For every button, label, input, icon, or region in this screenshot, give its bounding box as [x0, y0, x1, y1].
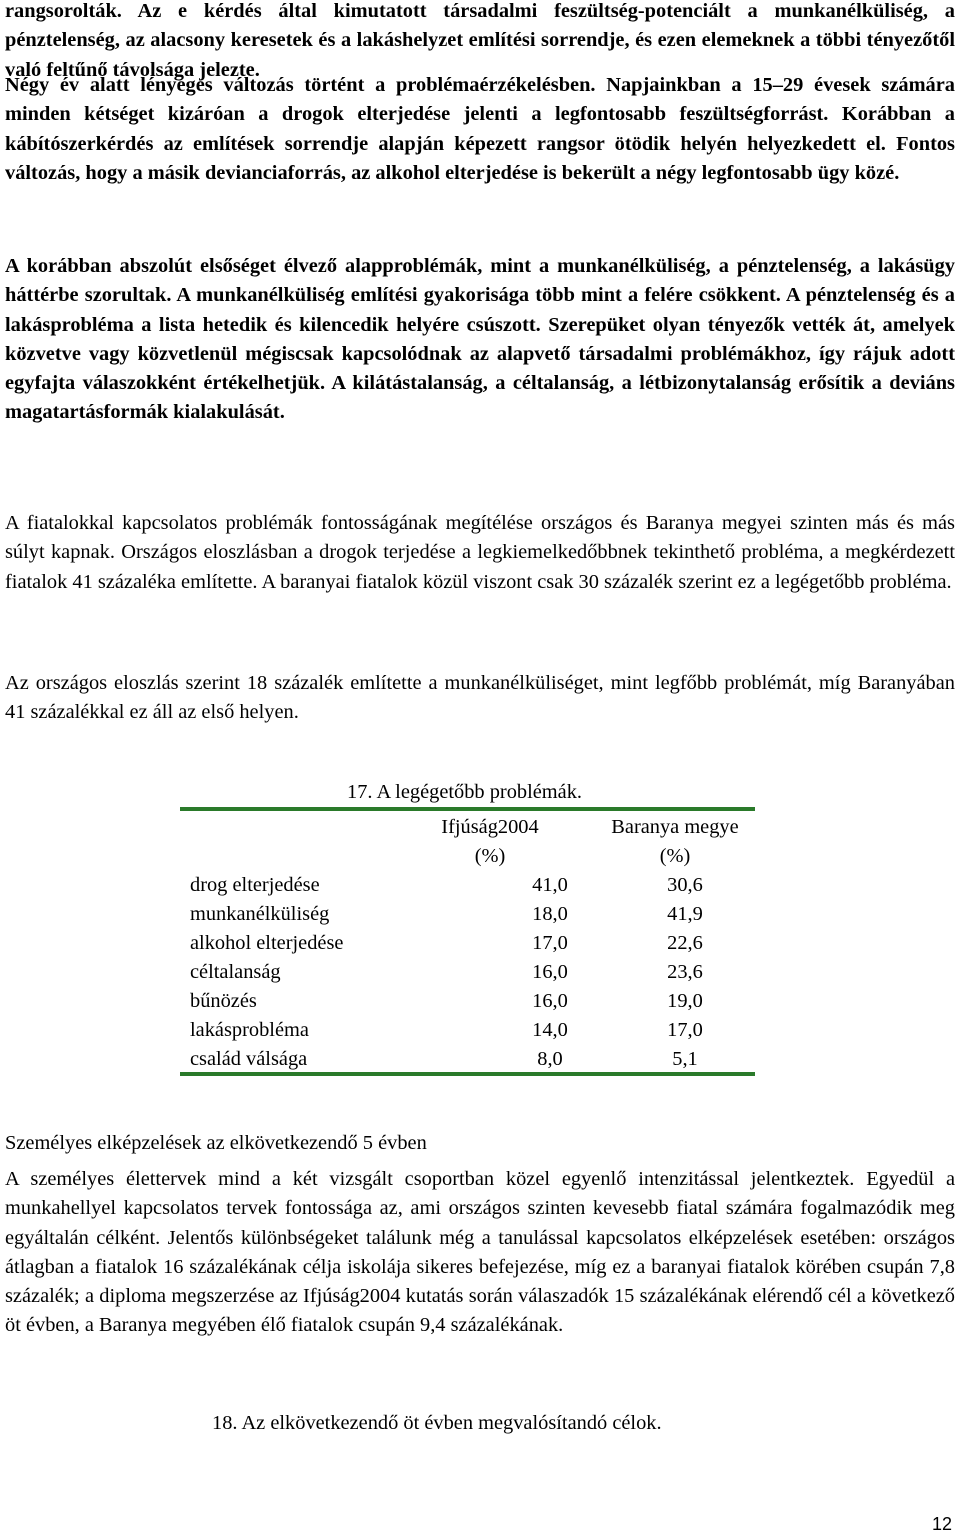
row-value-ifjusag: 18,0: [532, 903, 568, 925]
row-label: céltalanság: [190, 961, 281, 983]
table-18-caption: 18. Az elkövetkezendő öt évben megvalósítandó célok.: [212, 1412, 662, 1434]
row-value-baranya: 23,6: [667, 961, 703, 983]
row-label: drog elterjedése: [190, 874, 320, 896]
table-17-caption: 17. A legégetőbb problémák.: [347, 781, 583, 803]
table-row: [190, 958, 750, 987]
paragraph-1: rangsorolták. Az e kérdés által kimutatott társadalmi feszültség-potenciált a munkanélküliség, a pénztelenség, az alacsony keresetek és a lakáshelyzet említési sorrendje, és ezen elemeknek a többi tényezőtől való feltűnő távolsága jelezte.: [5, 0, 955, 81]
column-header-label: Baranya megye: [611, 816, 739, 838]
row-value-ifjusag: 41,0: [532, 874, 568, 896]
row-label: bűnözés: [190, 990, 257, 1012]
paragraph-3: A korábban abszolút elsőséget élvező alapproblémák, mint a munkanélküliség, a pénztelenség, a lakásügy háttérbe szorultak. A munkanélküliség említési gyakorisága több mint a felére csökkent. A pénztelenség és a lakásprobléma a lista hetedik és kilencedik helyére csúszott. Szerepüket olyan tényezők vették át, amelyek közvetve vagy közvetlenül mégiscsak kapcsolódnak az alapvető társadalmi problémákhoz, így rájuk adott egyfajta válaszokként értékelhetjük. A kilátástalanság, a céltalanság, a létbizonytalanság erősítik a deviáns magatartásformák kialakulását.: [5, 255, 955, 424]
table-bottom-rule: [180, 1072, 755, 1076]
column-header-unit: (%): [474, 845, 506, 867]
table-row: [190, 1016, 750, 1045]
column-header-label: Ifjúság2004: [441, 816, 539, 838]
table-row: [190, 1045, 750, 1074]
row-value-baranya: 19,0: [667, 990, 703, 1012]
table-row: [190, 929, 750, 958]
section-heading: Személyes elképzelések az elkövetkezendő 5 évben: [5, 1132, 427, 1154]
row-value-baranya: 30,6: [667, 874, 703, 896]
row-value-baranya: 41,9: [667, 903, 703, 925]
table-row: [190, 871, 750, 900]
row-value-ifjusag: 17,0: [532, 932, 568, 954]
row-value-ifjusag: 16,0: [532, 990, 568, 1012]
row-label: lakásprobléma: [190, 1019, 309, 1041]
row-label: család válsága: [190, 1048, 308, 1070]
row-value-ifjusag: 8,0: [537, 1048, 563, 1070]
paragraph-2: Négy év alatt lényeges változás történt a problémaérzékelésben. Napjainkban a 15–29 évesek számára minden kétséget kizáróan a drogok elterjedése jelenti a legfontosabb feszültségforrást. Korábban a kábítószerkérdés az említések sorrendje alapján képezett rangsor ötödik helyén helyezkedett el. Fontos változás, hogy a másik devianciaforrás, az alkohol elterjedése is bekerült a négy legfontosabb ügy közé.: [5, 74, 955, 184]
paragraph-6: A személyes élettervek mind a két vizsgált csoportban közel egyenlő intenzitással jelentkeztek. Egyedül a munkahellyel kapcsolatos tervek fontossága az, ami országos szinten kevesebb fiatal számára fogalmazódik meg egyáltalán célként. Jelentős különbségeket találunk még a tanulással kapcsolatos elképzelések esetében: országos átlagban a fiatalok 16 százalékának célja iskolája sikeres befejezése, míg ez a baranyai fiatalok körében csupán 7,8 százalék; a diploma megszerzése az Ifjúság2004 kutatás során válaszadók 15 százalékának elérendő cél a következő öt évben, a Baranya megyében élő fiatalok csupán 9,4 százalékának.: [5, 1168, 955, 1337]
column-header-baranya: [580, 813, 770, 871]
table-row: [190, 900, 750, 929]
page-number: 12: [931, 1514, 952, 1534]
table-row: [190, 987, 750, 1016]
column-header-ifjusag2004: [400, 813, 580, 871]
column-header-unit: (%): [659, 845, 691, 867]
row-label: munkanélküliség: [190, 903, 330, 925]
paragraph-4: A fiatalokkal kapcsolatos problémák fontosságának megítélése országos és Baranya megyei szinten más és más súlyt kapnak. Országos eloszlásban a drogok terjedése a legkiemelkedőbbnek tekinthető probléma, a megkérdezett fiatalok 41 százaléka említette. A baranyai fiatalok közül viszont csak 30 százalék szerint ez a legégetőbb probléma.: [5, 512, 955, 593]
row-label: alkohol elterjedése: [190, 932, 344, 954]
row-value-baranya: 5,1: [672, 1048, 698, 1070]
table-top-rule: [180, 807, 755, 811]
row-value-ifjusag: 16,0: [532, 961, 568, 983]
row-value-ifjusag: 14,0: [532, 1019, 568, 1041]
paragraph-5: Az országos eloszlás szerint 18 százalék említette a munkanélküliséget, mint legfőbb problémát, míg Baranyában 41 százalékkal ez áll az első helyen.: [5, 672, 955, 724]
row-value-baranya: 17,0: [667, 1019, 703, 1041]
row-value-baranya: 22,6: [667, 932, 703, 954]
